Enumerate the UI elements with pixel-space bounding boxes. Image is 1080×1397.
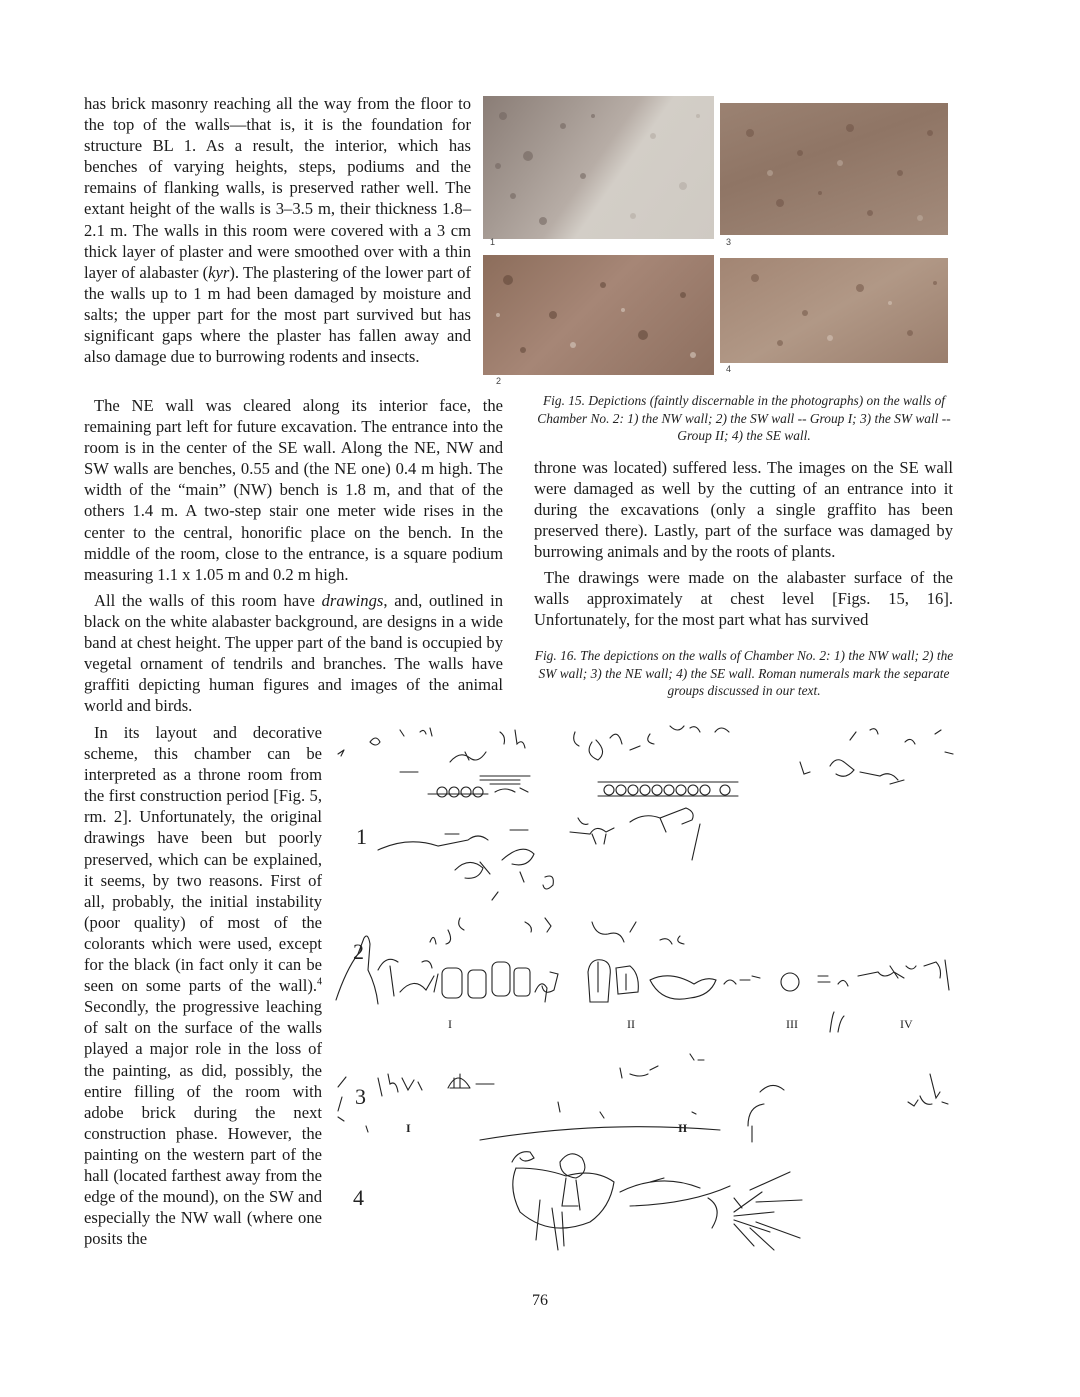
wall2-group-ii: II — [627, 1017, 635, 1031]
wall-number-2: 2 — [353, 939, 364, 964]
wall3-drawing — [338, 1054, 948, 1142]
wall2-drawing — [336, 918, 949, 1032]
photo-texture — [483, 255, 714, 375]
fig15-caption: Fig. 15. Depictions (faintly discernable in the photographs) on the walls of Chamber No. 2: 1) the NW wall; 2) the SW wall -- Group I; 3) the SW wall -- Group II; 4) the SE wall. — [537, 393, 951, 444]
photo-label-2: 2 — [496, 376, 502, 386]
wall-photo-se — [720, 258, 948, 363]
fig16-drawings — [330, 722, 960, 1277]
paragraph-3: All the walls of this room have drawings, and, outlined in black on the white alabaster background, are designs in a wide band at chest height. The upper part of the band is occupied by vegetal ornament of tendrils and branches. The walls have graffiti depicting human figures and images of the animal world and birds. — [84, 591, 503, 716]
wall4-drawing — [480, 1127, 802, 1250]
wall-number-1: 1 — [356, 824, 367, 849]
paragraph-5: throne was located) suffered less. The images on the SE wall were damaged as well by the cutting of an entrance into it during the excavations (only a single graffito has been preserved there). Lastly, part of the surface was damaged by burrowing animals and by the roots of plants. — [534, 458, 953, 562]
wall3-group-i: I — [406, 1121, 411, 1135]
wall2-group-iv: IV — [900, 1017, 913, 1031]
wall1-drawing — [338, 726, 953, 900]
footnote-marker: 4 — [317, 976, 322, 988]
photo-label-4: 4 — [726, 364, 732, 374]
wall-photo-sw-group-i — [483, 255, 714, 375]
kyr-term: kyr — [208, 262, 230, 282]
wall-number-4: 4 — [353, 1185, 364, 1210]
photo-label-3: 3 — [726, 237, 732, 247]
paragraph-4: In its layout and decorative scheme, this chamber can be interpreted as a throne room from the first construction period [Fig. 5, rm. 2]. Unfortunately, the original drawings have been but poorly preserved, which can be explained, it seems, by two reasons. First of all, probably, the initial instability (poor quality) of most of the colorants which were used, except for the black (in fact only it can be seen on some parts of the wall).$^4$ Secondly, the progressive leaching of salt on the surface of the walls played a major role in the loss of the painting, as did, possibly, the entire filling of the room with adobe brick during the next construction phase. However, the painting on the western part of the hall (located farthest away from the edge of the mound), on the SW and especially the NW wall (where one posits the — [84, 723, 322, 1249]
drawings-term: drawings — [321, 591, 384, 610]
wall-photo-sw-group-ii — [720, 103, 948, 235]
wall-photo-nw — [483, 96, 714, 239]
paragraph-6: The drawings were made on the alabaster surface of the walls approximately at chest level [Figs. 15, 16]. Unfortunately, for the most part what has survived — [534, 568, 953, 630]
page-number: 76 — [532, 1292, 548, 1309]
paragraph-1: has brick masonry reaching all the way from the floor to the top of the walls—that is, it is the foundation for structure BL 1. As a result, the interior, which has benches of varying heights, steps, podiums and the remains of flanking walls, is preserved rather well. The extant height of the walls is 3–3.5 m, their thickness 1.8–2.1 m. The walls in this room were covered with a 3 cm thick layer of plaster and were smoothed over with a thin layer of alabaster (kyr). The plastering of the lower part of the walls up to 1 m had been damaged by moisture and salts; the upper part for the most part survived but has significant gaps where the plaster has fallen away and also damage due to burrowing rodents and insects. — [84, 94, 471, 367]
wall-number-3: 3 — [355, 1084, 366, 1109]
wall2-group-i: I — [448, 1017, 452, 1031]
fig16-caption: Fig. 16. The depictions on the walls of Chamber No. 2: 1) the NW wall; 2) the SW wall; 3) the NE wall; 4) the SE wall. Roman numerals mark the separate groups discussed in our text. — [534, 648, 954, 699]
photo-texture — [720, 103, 948, 235]
photo-label-1: 1 — [490, 237, 496, 247]
paragraph-2: The NE wall was cleared along its interior face, the remaining part left for future excavation. The entrance into the room is in the center of the SE wall. Along the NE, NW and SW walls are benches, 0.55 and (the NE one) 0.4 m high. The width of the “main” (NW) bench is 1.8 m, and that of the others 1.4 m. A two-step stair one meter wide rises in the center to the central, honorific place on the bench. In the middle of the room, close to the entrance, is a square podium measuring 1.1 x 1.05 m and 0.2 m high. — [84, 396, 503, 584]
photo-texture — [720, 258, 948, 363]
photo-texture — [483, 96, 714, 239]
wall3-group-ii: II — [678, 1121, 688, 1135]
wall2-group-iii: III — [786, 1017, 798, 1031]
